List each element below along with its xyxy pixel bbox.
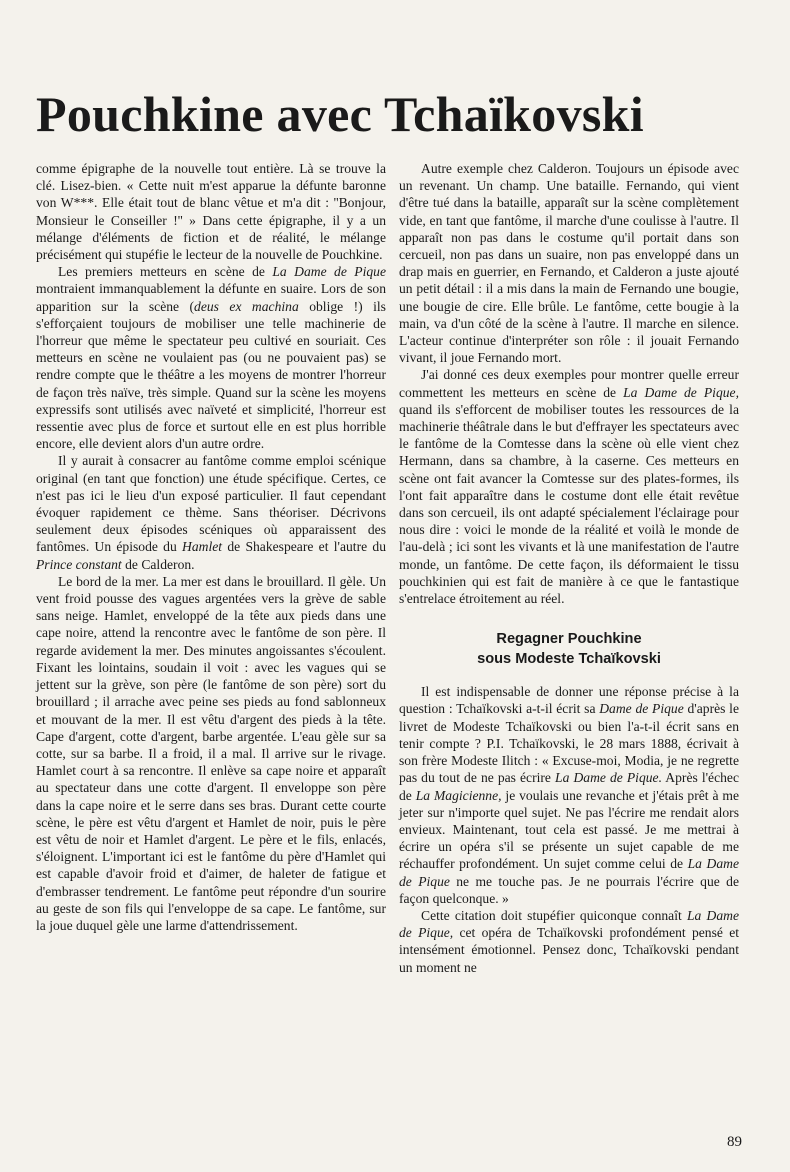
text-run: comme épigraphe de la nouvelle tout entière. Là se trouve la clé. Lisez-bien. « Cette nuit m'est apparue la défunte baronne von W***. Elle était tout de blanc vêtue et m'a dit : ''Bonjour, Monsieur le Conseiller !'' » Dans cette épigraphe, il y a un mélange d'éléments de fiction et de réalité, le mélange précisément qui stupéfie le lecteur de la nouvelle de Pouchkine. [36,161,386,263]
paragraph [36,452,386,572]
right-column [399,160,739,976]
text-run: Autre exemple chez Calderon. Toujours un épisode avec un revenant. Un champ. Une bataille. Fernando, qui vient d'être tué dans la bataille, apparaît sur la scène complètement vide, en tant que fantôme, il marche d'une coulisse à l'autre. Il apparaît non pas dans le costume qu'il portait dans son cercueil, non pas dans un suaire, non pas enveloppé dans un drap mais en guerrier, en Fernando, et Calderon a juste ajouté un petit détail : il a mis dans la main de Fernando une bougie, une bougie de cire. Elle brûle. Le fantôme, cette bougie à la main, va d'un côté de la scène à l'autre. Il marche en silence. L'acteur continue d'interpréter son rôle : il jouait Fernando vivant, il joue Fernando mort. [399,161,739,366]
text-run: Il y aurait à consacrer au fantôme comme emploi scénique original (en tant que fonction) une étude spécifique. Certes, ce n'est pas ici le lieu d'un exposé particulier. Il faut cependant évoquer rapidement ce thème. Sans théoriser. Décrivons seulement deux épisodes scéniques où apparaissent des fantômes. Un épisode du [36,453,386,555]
italic-title-run: La Dame de Pique [399,856,739,889]
text-run: de Calderon. [121,556,195,572]
text-run: cet opéra de Tchaïkovski profondément pensé et intensément émotionnel. Pensez donc, Tchaïkovski pendant un moment ne [399,925,739,975]
paragraph [36,573,386,934]
italic-title-run: La Dame de Pique. [555,770,662,786]
paragraph [399,683,739,907]
text-run: montraient immanquablement la défunte en suaire. Lors de son apparition sur la scène ( [36,281,386,314]
italic-title-run: Hamlet [182,539,223,555]
italic-title-run: Dame de Pique [599,701,684,717]
left-column [36,160,386,934]
italic-title-run: La Dame de Pique, [623,384,739,400]
page-number: 89 [727,1134,742,1150]
text-run: Les premiers metteurs en scène de [58,264,273,280]
subheading-line-1: Regagner Pouchkine [496,631,642,648]
paragraph [399,366,739,607]
text-run: oblige !) ils s'efforçaient toujours de mobiliser une telle machinerie de l'horreur que même le spectateur peu cultivé en souriait. Ces metteurs en scène ne voulaient pas (ou ne pouvaient pas) se rendre compte que le théâtre a les moyens de montrer l'horreur de façon très naïve, très simple. Quand sur la scène les moyens expressifs sont utilisés avec naïveté et simplicité, l'horreur est ressentie avec plus de force et surtout elle en est plus horrible encore, elle devient alors d'un autre ordre. [36,298,386,452]
text-run: d'après le livret de Modeste Tchaïkovski ou bien l'a-t-il écrit sans en tenir compte ? P.I. Tchaïkovski, le 28 mars 1888, écrivait à son frère Modeste Ilitch : « Excuse-moi, Modia, je ne regrette pas du tout de ne pas écrire [399,701,739,786]
text-run: J'ai donné ces deux exemples pour montrer quelle erreur commettent les metteurs en scène de [399,367,739,400]
text-run: ne me touche pas. Je ne pourrais l'écrire que de façon quelconque. » [399,873,739,906]
subheading-line-2: sous Modeste Tchaïkovski [477,651,661,668]
paragraph [399,160,739,366]
text-run: je voulais une revanche et j'étais prêt à me jeter sur n'importe quel sujet. Ne pas l'écrire me rendait alors envieux. Maintenant, tout cela est passé. Je me mettrai à écrire un opéra s'il se présente un sujet capable de me réchauffer profondément. Un sujet comme celui de [399,787,739,872]
text-run: Il est indispensable de donner une réponse précise à la question : Tchaïkovski a-t-il écrit sa [399,684,739,717]
text-run: de Shakespeare et l'autre du [222,539,386,555]
italic-title-run: La Magicienne, [415,787,502,803]
italic-title-run: Prince constant [36,556,122,572]
text-run: quand ils s'efforcent de mobiliser toutes les ressources de la machinerie théâtrale dans le but d'effrayer les spectateurs avec le fantôme de la Comtesse dans la scène où elle vient chez Hermann, dans sa chambre, à la caserne. Ces metteurs en scène ont fait avancer la Comtesse sur des plates-formes, ils l'ont fait apparaître dans le costume dont elle était revêtue dans son cercueil, ils ont adapté spécialement l'éclairage pour nous dire : voici le monde de la réalité et voilà le monde de l'au-delà ; ici sont les vivants et là une manifestation de l'autre monde, un fantôme. De cette façon, ils déformaient le tissu pouchkinien qui est fait de manière à ce que le fantastique s'entrelace étroitement au réel. [399,401,739,607]
text-run: Cette citation doit stupéfier quiconque connaît [421,907,687,923]
italic-title-run: deus ex machina [194,298,299,314]
text-run: Le bord de la mer. La mer est dans le brouillard. Il gèle. Un vent froid pousse des vagues argentées vers la grève de sable sans neige. Hamlet, enveloppé de la tête aux pieds dans une cape noire, attend la rencontre avec le fantôme de son père. Il regarde avidement la mer. Des minutes angoissantes s'écoulent. Fixant les lointains, soudain il voit : avec les vagues qui se jettent sur la grève, son père (le fantôme de son père) sort du brouillard ; il arrache avec peine ses pieds au fond sablonneux et mouvant de la mer. Il est vêtu d'argent des pieds à la tête. Cape d'argent, cotte d'argent, barbe argentée. L'eau gèle sur sa cotte, sur sa barbe. Il a froid, il a mal. Il arrive sur le rivage. Hamlet court à sa rencontre. Il enlève sa cape noire et apparaît au spectateur dans une cotte d'argent. Il enveloppe son père dans la cape noire et le serre dans ses bras. Durant cette courte scène, le père est vêtu d'argent et Hamlet de noir, puis le père est vêtu de noir et Hamlet d'argent. Le père et le fils, enlacés, s'éloignent. L'important ici est le fantôme du père d'Hamlet qui est capable d'avoir froid et d'aimer, de haleter de fatigue et d'embrasser tendrement. Le fantôme peut répondre d'un sourire au geste de son fils qui l'enveloppe de sa cape. Le fantôme, sur la joue duquel gèle une larme d'attendrissement. [36,573,386,933]
paragraph [36,160,386,263]
article-title: Pouchkine avec Tchaïkovski [36,86,644,142]
right-column-part-a [399,160,739,607]
right-column-part-b [399,683,739,975]
section-subheading [399,629,739,669]
paragraph [36,263,386,452]
italic-title-run: La Dame de Pique, [399,907,739,941]
paragraph [399,907,739,976]
text-run: Après l'échec de [399,770,739,803]
italic-title-run: La Dame de Pique [272,264,386,280]
